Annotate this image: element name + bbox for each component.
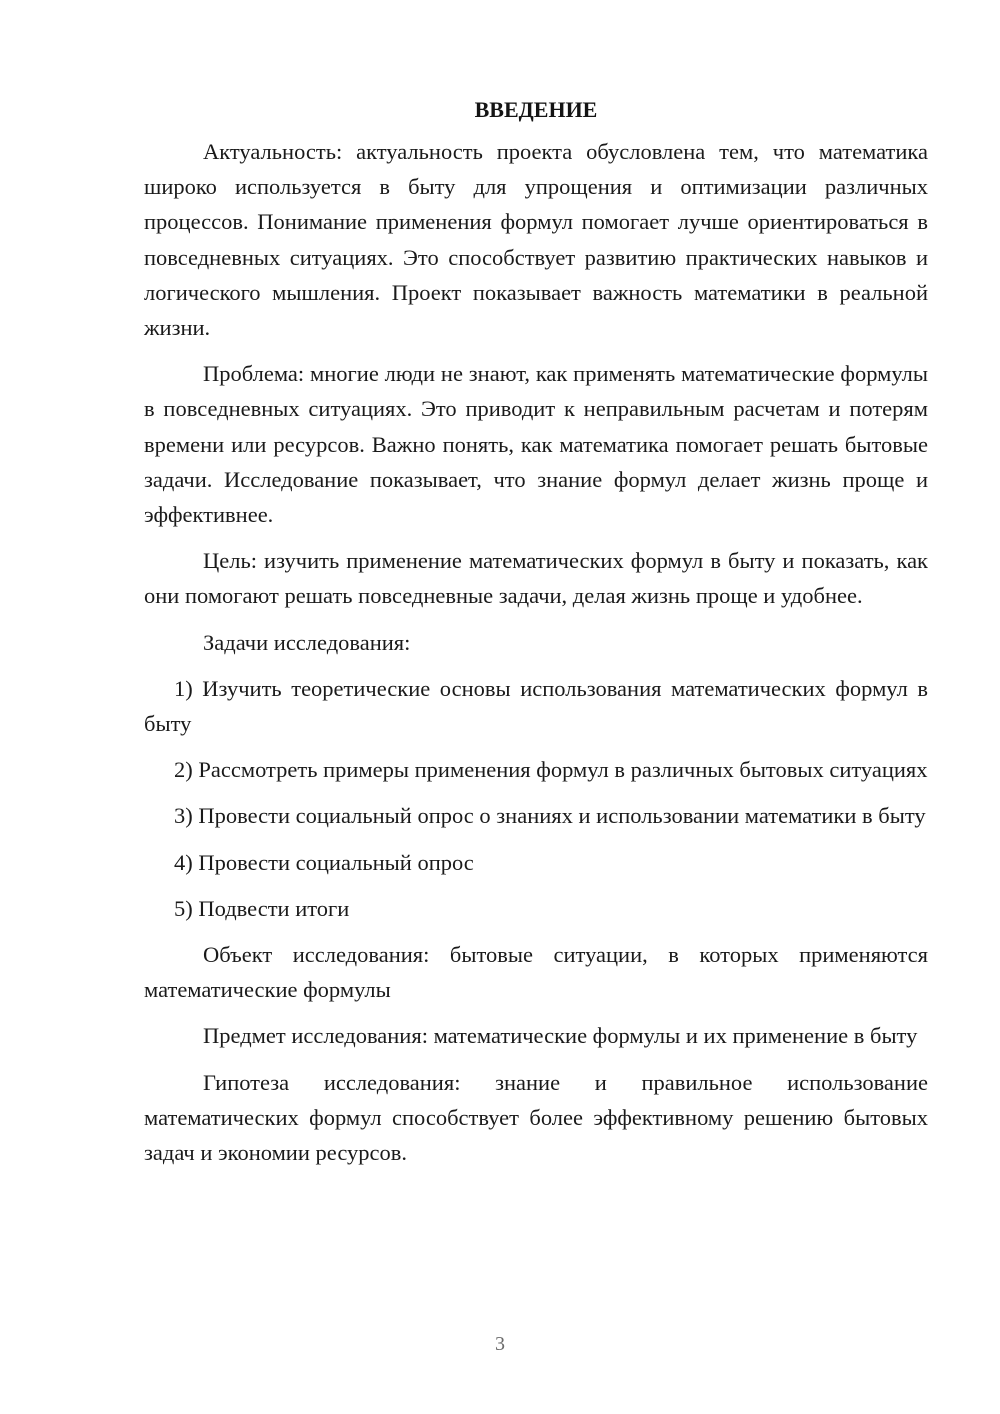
subject-paragraph: Предмет исследования: математические формулы и их применение в быту xyxy=(203,1023,918,1049)
task-item: 4) Провести социальный опрос xyxy=(174,849,474,875)
task-item: 1) Изучить теоретические основы использования математических формул в быту xyxy=(144,675,928,737)
document-page xyxy=(144,92,928,1181)
object-paragraph: Объект исследования: бытовые ситуации, в которых применяются математические формулы xyxy=(144,942,928,1003)
task-item: 3) Провести социальный опрос о знаниях и использовании математики в быту xyxy=(174,803,926,829)
hypothesis-paragraph: Гипотеза исследования: знание и правильное использование математических формул способствует более эффективному решению бытовых задач и экономии ресурсов. xyxy=(144,1069,928,1166)
task-item: 5) Подвести итоги xyxy=(174,895,350,921)
section-title: ВВЕДЕНИЕ xyxy=(474,97,598,122)
relevance-paragraph: Актуальность: актуальность проекта обусловлена тем, что математика широко используется в быту для упрощения и оптимизации различных процессов. Понимание применения формул помогает лучше ориентироваться в повседневных ситуациях. Это способствует развитию практических навыков и логического мышления. Проект показывает важность математики в реальной жизни. xyxy=(144,139,928,341)
task-item: 2) Рассмотреть примеры применения формул в различных бытовых ситуациях xyxy=(174,757,928,783)
goal-paragraph: Цель: изучить применение математических формул в быту и показать, как они помогают решать повседневные задачи, делая жизнь проще и удобнее. xyxy=(144,548,928,609)
page-number: 3 xyxy=(495,1333,505,1355)
problem-paragraph: Проблема: многие люди не знают, как применять математические формулы в повседневных ситуациях. Это приводит к неправильным расчетам и потерям времени или ресурсов. Важно понять, как математика помогает решать бытовые задачи. Исследование показывает, что знание формул делает жизнь проще и эффективнее. xyxy=(144,361,928,528)
tasks-heading: Задачи исследования: xyxy=(203,629,411,655)
